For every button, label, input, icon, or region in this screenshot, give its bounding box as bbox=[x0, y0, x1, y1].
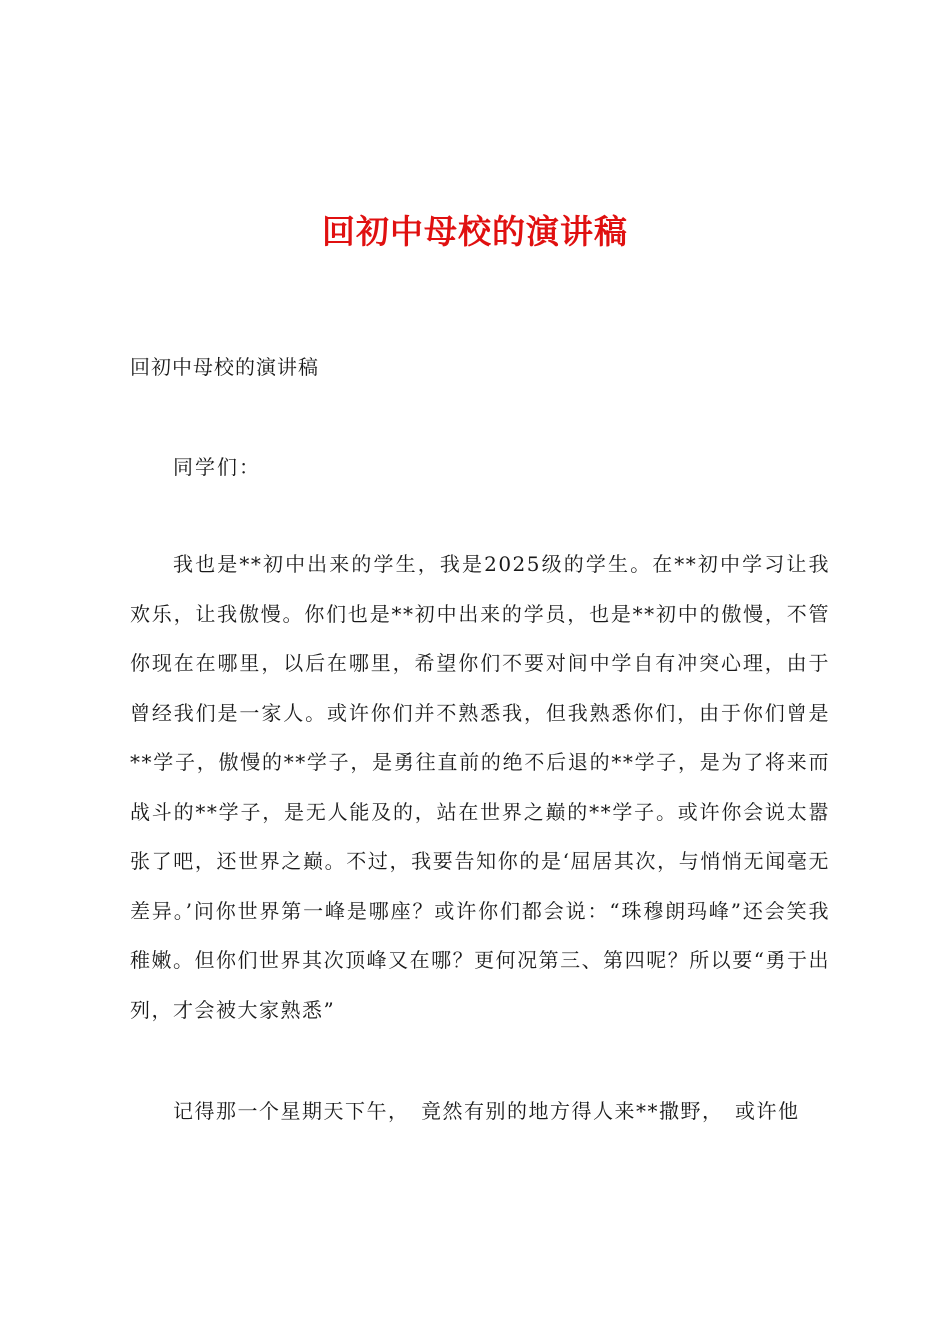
document-title: 回初中母校的演讲稿 bbox=[322, 212, 628, 251]
paragraph-2: 记得那一个星期天下午， 竟然有别的地方得人来**撒野， 或许他 bbox=[173, 1099, 800, 1123]
paragraph-1: 我也是**初中出来的学生，我是2025级的学生。在**初中学习让我欢乐，让我傲慢。你们也是**初中出来的学员，也是**初中的傲慢，不管你现在在哪里，以后在哪里，希望你们不要对间中学自有冲突心理，由于曾经我们是一家人。或许你们并不熟悉我，但我熟悉你们，由于你们曾是**学子，傲慢的**学子，是勇往直前的绝不后退的**学子，是为了将来而战斗的**学子，是无人能及的，站在世界之巅的**学子。或许你会说太嚣张了吧，还世界之巅。不过，我要告知你的是‘屈居其次，与悄悄无闻毫无差异。’问你世界第一峰是哪座？或许你们都会说：“珠穆朗玛峰”还会笑我稚嫩。但你们世界其次顶峰又在哪？更何况第三、第四呢？所以要“勇于出列，才会被大家熟悉” bbox=[130, 552, 830, 1022]
greeting: 同学们： bbox=[173, 455, 261, 479]
document-subtitle: 回初中母校的演讲稿 bbox=[130, 355, 319, 379]
